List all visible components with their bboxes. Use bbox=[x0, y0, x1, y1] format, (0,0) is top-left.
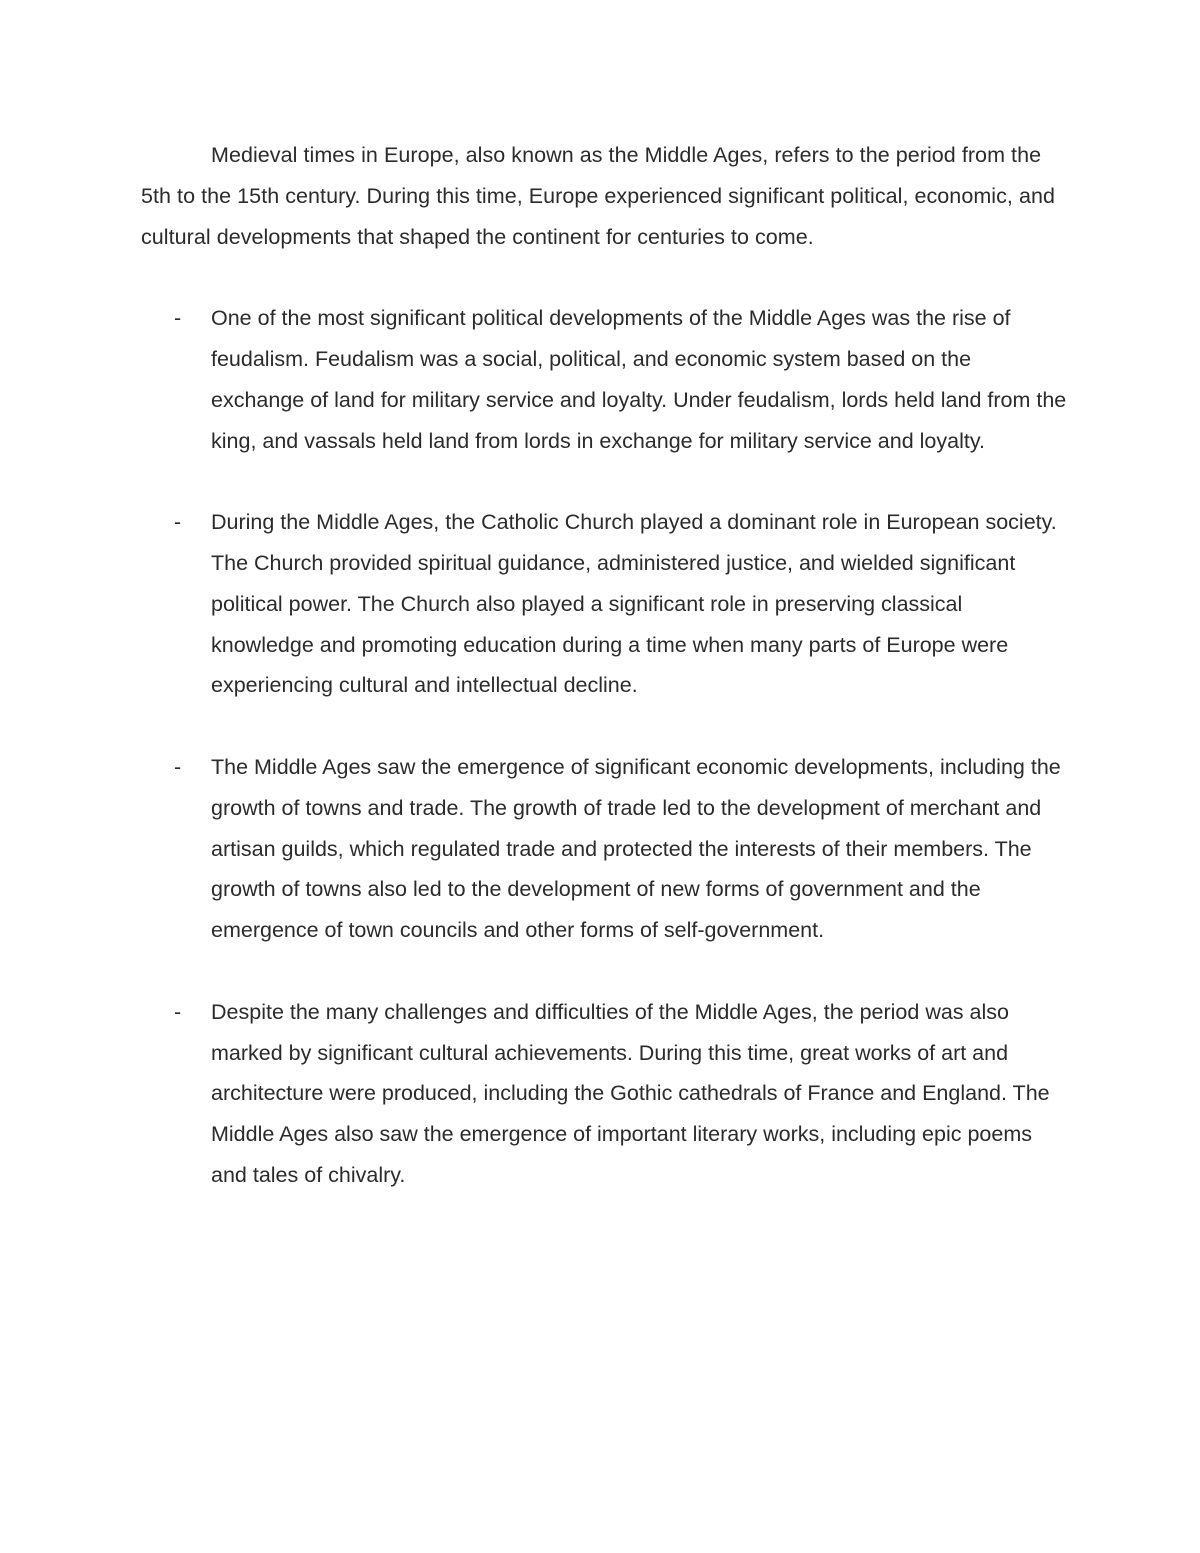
dash-marker: - bbox=[174, 510, 182, 535]
bullet-item-church bbox=[141, 502, 1071, 706]
document-body bbox=[141, 135, 1071, 1237]
bullet-text-feudalism: One of the most significant political developments of the Middle Ages was the rise of feudalism. Feudalism was a social, political, and economic system based on the exchange of land for military service and loyalty. Under feudalism, lords held land from the king, and vassals held land from lords in exchange for military service and loyalty. bbox=[211, 306, 1067, 453]
bullet-list bbox=[141, 298, 1071, 1196]
bullet-text-economy: The Middle Ages saw the emergence of significant economic developments, including the growth of towns and trade. The growth of trade led to the development of merchant and artisan guilds, which regulated trade and protected the interests of their members. The growth of towns also led to the development of new forms of government and the emergence of town councils and other forms of self-government. bbox=[211, 754, 1061, 943]
bullet-item-feudalism bbox=[141, 298, 1071, 461]
bullet-item-economy bbox=[141, 747, 1071, 951]
bullet-text-church: During the Middle Ages, the Catholic Church played a dominant role in European society. The Church provided spiritual guidance, administered justice, and wielded significant political power. The Church also played a significant role in preserving classical knowledge and promoting education during a time when many parts of Europe were experiencing cultural and intellectual decline. bbox=[211, 510, 1057, 698]
dash-marker: - bbox=[174, 306, 182, 331]
dash-marker: - bbox=[174, 999, 182, 1024]
bullet-text-culture: Despite the many challenges and difficulties of the Middle Ages, the period was also marked by significant cultural achievements. During this time, great works of art and architecture were produced, including the Gothic cathedrals of France and England. The Middle Ages also saw the emergence of important literary works, including epic poems and tales of chivalry. bbox=[211, 999, 1050, 1187]
dash-marker: - bbox=[174, 754, 182, 779]
bullet-item-culture bbox=[141, 992, 1071, 1196]
intro-paragraph: Medieval times in Europe, also known as the Middle Ages, refers to the period from the 5th to the 15th century. During this time, Europe experienced significant political, economic, and cultural developments that shaped the continent for centuries to come. bbox=[141, 143, 1055, 249]
